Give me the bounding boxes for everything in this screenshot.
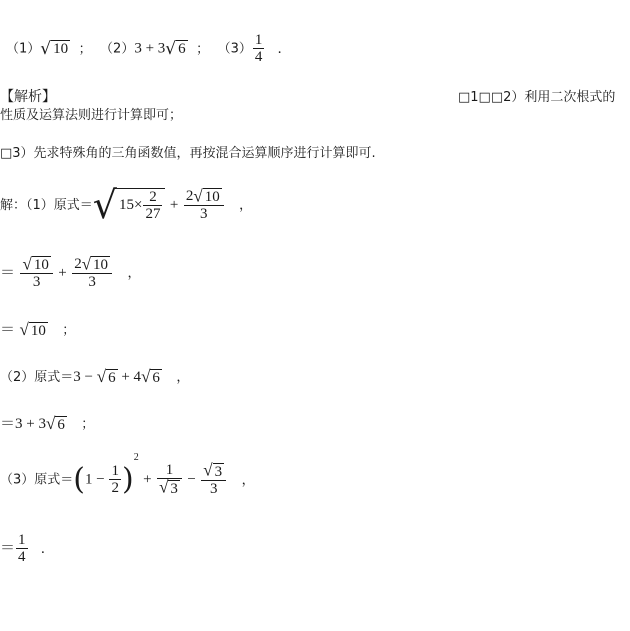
analysis-heading: 【解析】 xyxy=(0,89,56,105)
step2-fraction-b: $\frac{2√ 10}{3}$ xyxy=(72,256,112,290)
answer-line: （1）√ 10 ； （2）3 + 3√ 6 ； （3） $\frac{1}{4}$ . xyxy=(6,32,282,65)
solution-step-3: ＝ √ 10 ； xyxy=(0,320,76,339)
analysis-intro-right: □1□□2）利用二次根式的 xyxy=(458,90,616,105)
answer-label-3: （3） xyxy=(217,41,252,57)
solution-step-1: 解：（1）原式＝√ 15× $\frac{2}{27}$ + $\frac{2√ 10}{3}$ ， xyxy=(0,183,253,227)
solution-step-6: （3）原式＝(1 − $\frac{1}{2}$ )$^2$ + $\frac{1}{√ 3}$ − $\frac{√ 3}{3}$ ， xyxy=(0,452,255,498)
solution-step-7: ＝ $\frac{1}{4}$ . xyxy=(0,532,45,565)
analysis-intro-line2: 性质及运算法则进行计算即可； xyxy=(0,108,183,123)
step2-fraction-a: $\frac{√ 10}{3}$ xyxy=(20,256,52,290)
answer-1-radical: √ 10 xyxy=(40,38,69,59)
solution-step-2: ＝ $\frac{√ 10}{3}$ + $\frac{2√ 10}{3}$ ， xyxy=(0,254,141,291)
analysis-intro-line3: □3）先求特殊角的三角函数值，再按混合运算顺序进行计算即可. xyxy=(0,146,376,161)
answer-3-fraction: $\frac{1}{4}$ xyxy=(254,32,263,65)
step5-radical: √ 6 xyxy=(45,414,65,433)
step7-fraction: $\frac{1}{4}$ xyxy=(18,532,26,565)
step1-fraction: $\frac{2√ 10}{3}$ xyxy=(184,188,224,222)
step1-radical: √ 15× $\frac{2}{27}$ xyxy=(93,186,166,224)
step6-root3-fraction: $\frac{√ 3}{3}$ xyxy=(201,462,226,496)
answer-2-radical: √ 6 xyxy=(165,38,186,59)
answer-label-1: （1） xyxy=(6,41,41,57)
solution-step-4: （2）原式＝3 − √ 6 + 4√ 6 ， xyxy=(0,367,190,386)
step4-radical-b: √ 6 xyxy=(141,367,160,386)
solution-step-5: ＝3 + 3√ 6 ； xyxy=(0,414,95,433)
step6-half-fraction: $\frac{1}{2}$ xyxy=(111,463,119,496)
step4-radical-a: √ 6 xyxy=(96,367,116,386)
answer-label-2: （2） xyxy=(100,41,135,57)
step6-reciprocal-fraction: $\frac{1}{√ 3}$ xyxy=(157,462,182,496)
step3-radical: √ 10 xyxy=(19,320,46,339)
